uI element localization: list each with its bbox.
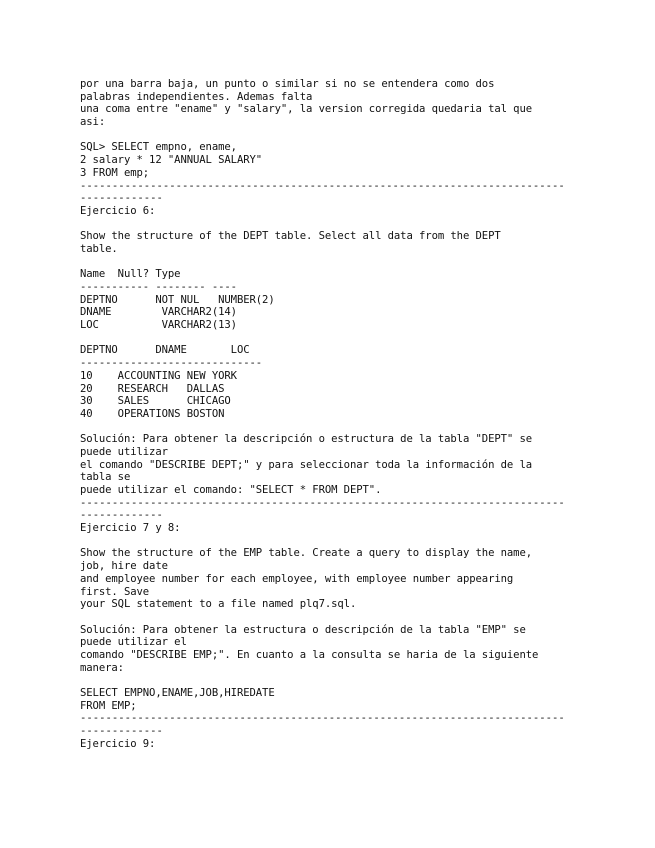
table-row: 10 ACCOUNTING NEW YORK: [80, 369, 237, 382]
blank-line: [80, 421, 580, 434]
blank-line: [80, 535, 580, 548]
text-line: una coma entre "ename" y "salary", la version corregida quedaria tal que: [80, 103, 533, 116]
document-page: [80, 78, 580, 750]
table-rule: ----------- -------- ----: [80, 281, 237, 293]
text-line: tabla se: [80, 471, 131, 484]
text-line: table.: [80, 242, 118, 255]
text-line: puede utilizar el comando: "SELECT * FROM DEPT".: [80, 484, 382, 496]
blank-line: [80, 674, 580, 687]
table-row: 30 SALES CHICAGO: [80, 395, 231, 408]
text-line: job, hire date: [80, 560, 168, 573]
text-line: your SQL statement to a file named plq7.sql.: [80, 598, 357, 611]
code-line: SELECT EMPNO,ENAME,JOB,HIREDATE: [80, 687, 275, 699]
separator-line: ----------------------------------------------------------------------------: [80, 496, 565, 509]
table-row: 20 RESEARCH DALLAS: [80, 382, 225, 395]
text-line: Solución: Para obtener la descripción o estructura de la tabla "DEPT" se: [80, 433, 533, 446]
separator-line: -------------: [80, 192, 163, 205]
text-line: comando "DESCRIBE EMP;". En cuanto a la consulta se haria de la siguiente: [80, 648, 539, 661]
section-heading: Ejercicio 6:: [80, 204, 156, 217]
table-row: DNAME VARCHAR2(14): [80, 306, 237, 319]
code-line: FROM EMP;: [80, 699, 137, 712]
table-header: Name Null? Type: [80, 268, 181, 281]
section-heading: Ejercicio 7 y 8:: [80, 522, 181, 535]
text-line: manera:: [80, 661, 124, 674]
blank-line: [80, 611, 580, 624]
text-line: por una barra baja, un punto o similar si no se entendera como dos: [80, 78, 495, 90]
text-line: asi:: [80, 116, 106, 129]
separator-line: ----------------------------------------------------------------------------: [80, 712, 565, 725]
table-header: DEPTNO DNAME LOC: [80, 344, 250, 357]
separator-line: -------------: [80, 725, 163, 738]
text-line: puede utilizar el: [80, 636, 187, 649]
code-line: 3 FROM emp;: [80, 166, 150, 179]
text-line: Show the structure of the EMP table. Create a query to display the name,: [80, 547, 533, 560]
section-heading: Ejercicio 9:: [80, 737, 156, 750]
separator-line: -------------: [80, 509, 163, 522]
code-line: SQL> SELECT empno, ename,: [80, 141, 237, 154]
text-line: Show the structure of the DEPT table. Select all data from the DEPT: [80, 230, 501, 243]
text-line: el comando "DESCRIBE DEPT;" y para seleccionar toda la información de la: [80, 458, 533, 471]
table-row: DEPTNO NOT NUL NUMBER(2): [80, 293, 275, 306]
blank-line: [80, 129, 580, 142]
blank-line: [80, 332, 580, 345]
table-rule: -----------------------------: [80, 357, 263, 370]
blank-line: [80, 218, 580, 231]
text-line: and employee number for each employee, with employee number appearing: [80, 572, 514, 585]
text-line: first. Save: [80, 585, 150, 598]
code-line: 2 salary * 12 "ANNUAL SALARY": [80, 154, 263, 167]
text-line: puede utilizar: [80, 445, 168, 458]
separator-line: ----------------------------------------------------------------------------: [80, 179, 565, 192]
text-line: palabras independientes. Ademas falta: [80, 90, 313, 103]
text-line: Solución: Para obtener la estructura o descripción de la tabla "EMP" se: [80, 623, 526, 636]
blank-line: [80, 256, 580, 269]
table-row: LOC VARCHAR2(13): [80, 319, 237, 332]
table-row: 40 OPERATIONS BOSTON: [80, 407, 225, 420]
